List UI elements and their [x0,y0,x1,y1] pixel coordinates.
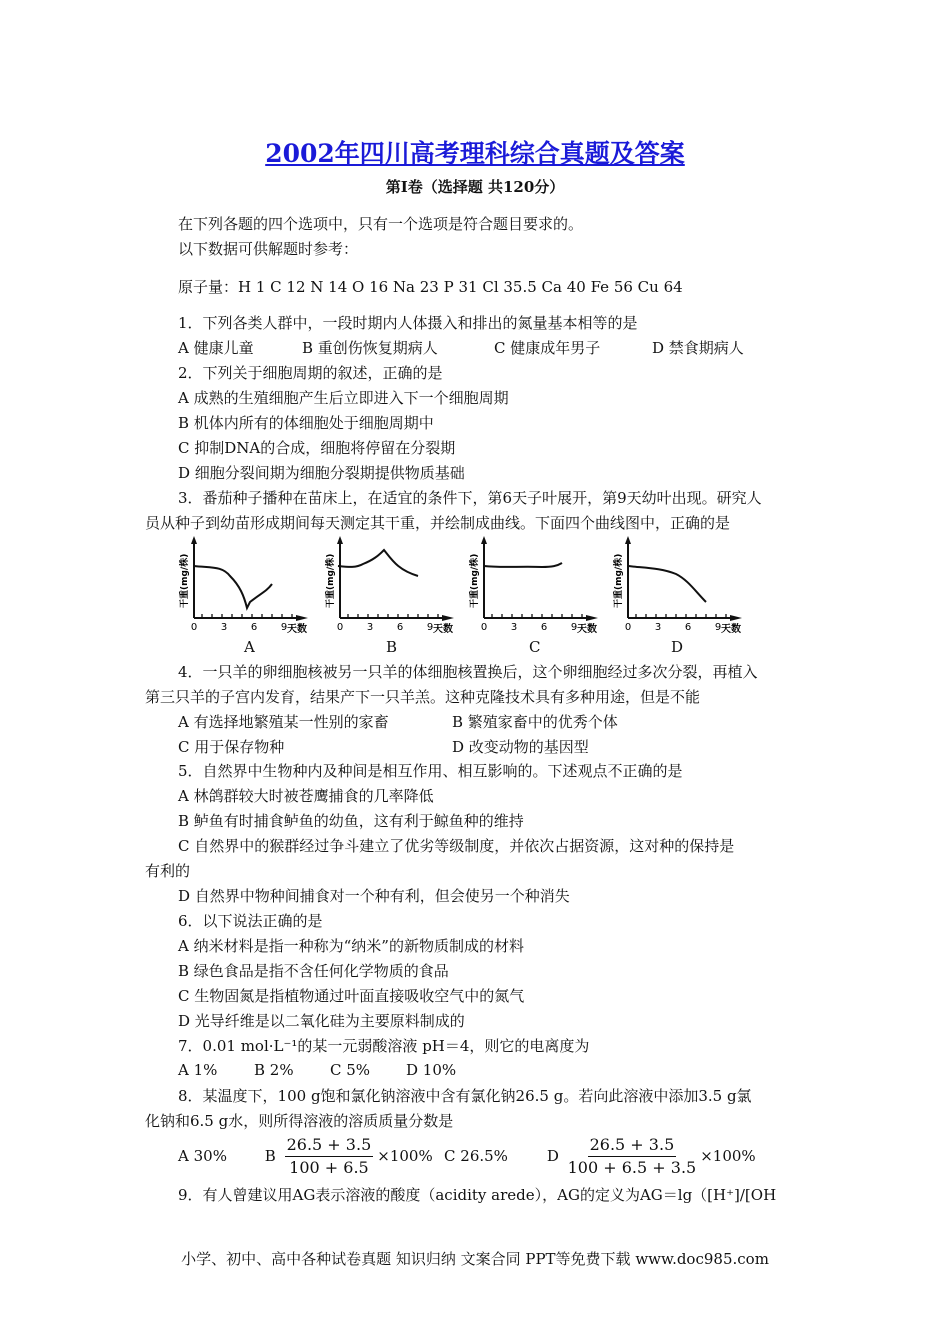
x-tick-label: 6 [396,622,404,633]
fraction [285,1134,374,1179]
option: D 光导纤维是以二氧化硅为主要原料制成的 [178,1012,465,1030]
denominator: 100 + 6.5 [289,1158,369,1177]
option: B 2% [254,1061,294,1079]
y-axis-arrow [191,536,197,544]
option: B 繁殖家畜中的优秀个体 [452,713,618,731]
y-axis-arrow [337,536,343,544]
question-4: 4．一只羊的卵细胞核被另一只羊的体细胞核置换后，这个卵细胞经过多次分裂，再植入 [178,663,758,681]
dry-weight-chart [462,536,612,636]
x-tick-label: 0 [190,622,198,633]
chart-label: C [529,638,541,656]
atomic-masses: 原子量：H 1 C 12 N 14 O 16 Na 23 P 31 Cl 35.5 Ca 40 Fe 56 Cu 64 [178,278,683,296]
x-axis-arrow [442,615,454,621]
option: B 鲈鱼有时捕食鲈鱼的幼鱼，这有利于鲸鱼种的维持 [178,812,524,830]
dry-weight-chart [318,536,468,636]
option: C 用于保存物种 [178,738,285,756]
question-3-cont: 员从种子到幼苗形成期间每天测定其干重，并绘制成曲线。下面四个曲线图中，正确的是 [145,514,731,532]
x-axis-arrow [730,615,742,621]
option: C 自然界中的猴群经过争斗建立了优劣等级制度，并依次占据资源，这对种的保持是 [178,837,735,855]
y-axis-arrow [625,536,631,544]
x-tick-label: 3 [220,622,228,633]
y-axis-label: 干重(mg/株) [326,553,336,608]
x-tick-label: 6 [684,622,692,633]
option-cont: 有利的 [145,862,191,880]
curve [628,566,706,602]
x-tick-label: 6 [540,622,548,633]
question-3: 3．番茄种子播种在苗床上，在适宜的条件下，第6天子叶展开，第9天幼叶出现。研究人 [178,489,762,507]
y-axis-arrow [481,536,487,544]
instruction: 以下数据可供解题时参考： [178,240,359,258]
question-9: 9．有人曾建议用AG表示溶液的酸度（acidity arede），AG的定义为AG＝lg（[H⁺]/[OH [178,1186,777,1204]
q1-options [178,338,744,358]
option: A 1% [178,1061,218,1079]
dry-weight-chart [606,536,756,636]
question-6: 6．以下说法正确的是 [178,912,323,930]
x-tick-label: 6 [250,622,258,633]
question-8: 8．某温度下，100 g饱和氯化钠溶液中含有氯化钠26.5 g。若向此溶液中添加3.5 g氯 [178,1087,752,1105]
instruction: 在下列各题的四个选项中，只有一个选项是符合题目要求的。 [178,215,584,233]
option-tail: ×100% [700,1146,756,1165]
x-tick-label: 3 [654,622,662,633]
option: C 抑制DNA的合成，细胞将停留在分裂期 [178,439,456,457]
option: C 生物固氮是指植物通过叶面直接吸收空气中的氮气 [178,987,525,1005]
option: A 纳米材料是指一种称为“纳米”的新物质制成的材料 [178,937,524,955]
option: D 禁食期病人 [652,339,744,357]
question-7: 7．0.01 mol·L⁻¹的某一元弱酸溶液 pH＝4，则它的电离度为 [178,1037,590,1055]
footer-text[interactable]: 小学、初中、高中各种试卷真题 知识归纳 文案合同 PPT等免费下载 www.doc985.com [181,1250,769,1268]
option: A 林鸽群较大时被苍鹰捕食的几率降低 [178,787,434,805]
page-title[interactable]: 2002年四川高考理科综合真题及答案 [265,139,685,168]
chart-label: A [244,638,255,656]
option: A 健康儿童 [178,339,254,357]
question-8-cont: 化钠和6.5 g水，则所得溶液的溶质质量分数是 [145,1112,454,1130]
section-heading: 第Ⅰ卷（选择题 共120分） [385,178,565,196]
option: D 改变动物的基因型 [452,738,589,756]
option: C 健康成年男子 [494,339,601,357]
option: A 有选择地繁殖某一性别的家畜 [178,713,389,731]
question-2: 2．下列关于细胞周期的叙述，正确的是 [178,364,443,382]
option: A 成熟的生殖细胞产生后立即进入下一个细胞周期 [178,389,509,407]
x-tick-label: 0 [480,622,488,633]
y-axis-label: 干重(mg/株) [614,553,624,608]
x-tick-label: 9 [280,622,288,633]
dry-weight-chart [172,536,322,636]
numerator: 26.5 + 3.5 [588,1134,677,1157]
option: A 30% [178,1146,227,1165]
x-tick-label: 3 [510,622,518,633]
option: B 机体内所有的体细胞处于细胞周期中 [178,414,434,432]
question-1: 1．下列各类人群中，一段时期内人体摄入和排出的氮量基本相等的是 [178,314,638,332]
x-tick-label: 0 [624,622,632,633]
x-tick-label: 9 [426,622,434,633]
curve [484,563,562,567]
y-axis-label: 干重(mg/株) [470,553,480,608]
option: D 10% [406,1061,457,1079]
q7-options [178,1060,456,1080]
denominator: 100 + 6.5 + 3.5 [567,1158,697,1177]
y-axis-label: 干重(mg/株) [180,553,190,608]
x-axis-label: 天数 [721,624,741,635]
option: D 自然界中物种间捕食对一个种有利，但会使另一个种消失 [178,887,570,905]
chart-label: D [671,638,684,656]
x-axis-label: 天数 [433,624,453,635]
x-tick-label: 0 [336,622,344,633]
option: C 5% [330,1061,371,1079]
option: B 绿色食品是指不含任何化学物质的食品 [178,962,449,980]
x-tick-label: 3 [366,622,374,633]
q8-options [178,1134,756,1179]
option: C 26.5% [444,1146,508,1165]
x-tick-label: 9 [570,622,578,633]
question-4-cont: 第三只羊的子宫内发育，结果产下一只羊羔。这种克隆技术具有多种用途，但是不能 [145,688,701,706]
option: D 细胞分裂间期为细胞分裂期提供物质基础 [178,464,465,482]
x-axis-label: 天数 [577,624,597,635]
question-5: 5．自然界中生物种内及种间是相互作用、相互影响的。下述观点不正确的是 [178,762,683,780]
numerator: 26.5 + 3.5 [285,1134,374,1157]
option-tail: ×100% [377,1146,433,1165]
option: D [546,1146,559,1165]
option: B 重创伤恢复期病人 [302,339,438,357]
x-axis-arrow [586,615,598,621]
q4-options-row [178,712,618,732]
option: B [264,1146,276,1165]
x-axis-label: 天数 [287,624,307,635]
curve [194,566,272,608]
fraction [568,1134,697,1179]
x-axis-arrow [296,615,308,621]
q4-options-row [178,737,589,757]
x-tick-label: 9 [714,622,722,633]
chart-label: B [386,638,398,656]
curve [338,550,418,576]
